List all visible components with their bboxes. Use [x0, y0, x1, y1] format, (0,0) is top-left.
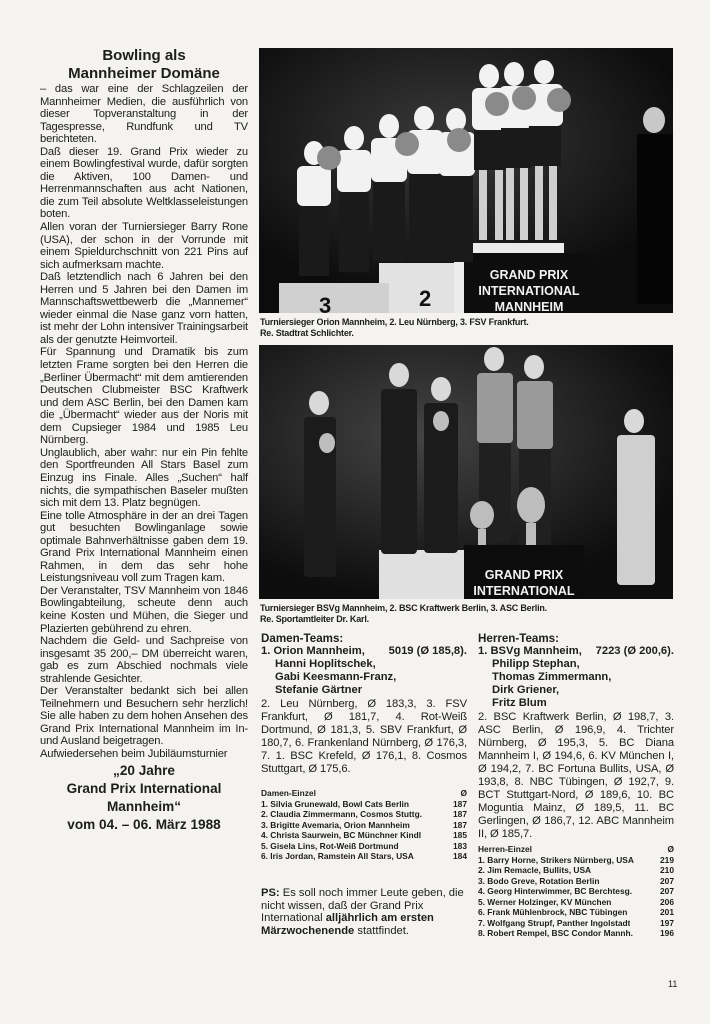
herren-member: Fritz Blum [492, 697, 547, 709]
table-row [261, 820, 467, 831]
table-row [478, 876, 674, 887]
player-name: 4. Georg Hinterwimmer, BC Berchtesg. [478, 886, 633, 896]
player-avg: 207 [660, 875, 674, 886]
player-avg: 184 [453, 851, 467, 861]
promo-line-3: Mannheim“ [106, 798, 181, 814]
table-row [478, 928, 674, 939]
player-avg: 196 [660, 928, 674, 938]
damen-winner-score: 5019 (Ø 185,8). [388, 645, 467, 657]
banner-2-grand-prix: GRAND PRIX [484, 568, 564, 582]
player-avg: 197 [660, 917, 674, 928]
player-name: 1. Silvia Grunewald, Bowl Cats Berlin [261, 798, 409, 809]
herren-winner [478, 645, 674, 658]
player-name: 2. Jim Remacle, Bullits, USA [478, 865, 592, 875]
player-avg: 207 [660, 886, 674, 896]
player-name: 7. Wolfgang Strupf, Panther Ingolstadt [478, 917, 631, 928]
caption-1-line-2: Re. Stadtrat Schlichter. [260, 328, 354, 338]
banner-grand-prix: GRAND PRIX [489, 268, 569, 282]
damen-team-standings: 2. Leu Nürnberg, Ø 183,3, 3. FSV Frankfurt, Ø 181,7, 4. Rot-Weiß Dortmund, Ø 181,3, 5. SBV Frankfurt, Ø 180,7, 6. Frankenland Nürnberg, Ø 176,3, 7. 1. BSC Krefeld, Ø 176,1, 8. Cosmos Stuttgart, Ø 175,6. [261, 698, 467, 775]
headline-line-2: Mannheimer Domäne [68, 65, 220, 82]
table-header [478, 844, 674, 855]
player-avg: 201 [660, 907, 674, 917]
player-name: 3. Bodo Greve, Rotation Berlin [478, 875, 600, 886]
player-name: 6. Iris Jordan, Ramstein All Stars, USA [261, 851, 414, 861]
podium-number-2: 2 [419, 286, 432, 311]
player-avg: 183 [453, 840, 467, 851]
promo-line-1: „20 Jahre [113, 762, 175, 778]
table-row [261, 851, 467, 862]
table-row [478, 897, 674, 908]
table-row [261, 841, 467, 852]
caption-1-line-1: Turniersieger Orion Mannheim, 2. Leu Nürnberg, 3. FSV Frankfurt. [260, 317, 529, 327]
player-name: 5. Gisela Lins, Rot-Weiß Dortmund [261, 840, 399, 851]
table-row [261, 799, 467, 810]
player-name: 6. Frank Mühlenbrock, NBC Tübingen [478, 907, 628, 917]
damen-winner-team: 1. Orion Mannheim, [261, 645, 365, 657]
table-row [478, 907, 674, 918]
table-row [261, 809, 467, 820]
player-name: 5. Werner Holzinger, KV München [478, 896, 612, 907]
ps-label: PS: [261, 887, 280, 899]
damen-einzel-heading: Damen-Einzel [261, 788, 316, 798]
avg-symbol: Ø [460, 788, 467, 798]
player-avg: 187 [453, 809, 467, 819]
herren-teams-heading: Herren-Teams: [478, 632, 559, 645]
photo-women-podium [259, 48, 673, 313]
table-row [478, 886, 674, 897]
player-name: 2. Claudia Zimmermann, Cosmos Stuttg. [261, 809, 423, 819]
damen-teams-heading: Damen-Teams: [261, 632, 344, 645]
photo-men-podium [259, 345, 673, 599]
herren-winner-score: 7223 (Ø 200,6). [595, 645, 674, 657]
table-row [478, 865, 674, 876]
herren-member: Dirk Griener, [492, 684, 560, 696]
ps-note [261, 887, 471, 937]
caption-2-line-1: Turniersieger BSVg Mannheim, 2. BSC Kraftwerk Berlin, 3. ASC Berlin. [260, 603, 547, 613]
banner-international: INTERNATIONAL [478, 284, 580, 298]
table-row [478, 918, 674, 929]
photo-caption-1 [260, 317, 680, 339]
player-name: 8. Robert Rempel, BSC Condor Mannh. [478, 928, 633, 938]
player-avg: 210 [660, 865, 674, 875]
herren-einzel-table [478, 844, 674, 939]
damen-einzel-table [261, 788, 467, 862]
table-row [478, 855, 674, 866]
article-column [40, 47, 248, 833]
herren-member: Thomas Zimmermann, [492, 671, 612, 683]
article-body: – das war eine der Schlagzeilen der Mannheimer Medien, die ausführlich von dieser Topveranstaltung in der Tagespresse, Rundfunk und TV berichteten. Daß dieser 19. Grand Prix wieder zu einem Bowlingfestival wurde, dafür sorgten die Aktiven, 100 Damen- und Herrenmannschaften aus acht Nationen, die zum Teil absolute Weltklasseleistungen boten. Allen voran der Turniersieger Barry Rone (USA), der schon in der Vorrunde mit einem Spieldurchschnitt von 221 Pins auf sich aufmerksam machte. Daß letztendlich nach 6 Jahren bei den Herren und 5 Jahren bei den Damen im Mannschaftswettbewerb die „Mannemer“ wieder einmal die Nase ganz vorn hatten, ist mehr der Lohn intensiver Trainingsarbeit als der genutzte Heimvorteil. Für Spannung und Dramatik bis zum letzten Frame sorgten bei den Herren die „Berliner Übermacht“ mit dem amtierenden Deutschen Clubmeister BSC Kraftwerk und dem ASC Berlin, bei den Damen kam die „Übermacht“ wieder aus der Noris mit dem Cupsieger 1984 und 1985 Leu Nürnberg. Unglaublich, aber wahr: nur ein Pin fehlte den Sportfreunden All Stars Basel zum Einzug ins Finale. Alles „Suchen“ half nichts, die sympathischen Baseler mußten sich mit dem 13. Platz begnügen. Eine tolle Atmosphäre in der an drei Tagen gut besuchten Bowlinganlage sowie optimale Bahnverhältnisse gaben dem 19. Grand Prix International Mannheim einen Rahmen, in dem das sehr hohe Leistungsniveau voll zum Tragen kam. Der Veranstalter, TSV Mannheim von 1846 Bowlingabteilung, scheute denn auch keine Kosten und Mühen, die Sieger und Plazierten gebührend zu ehren. Nachdem die Geld- und Sachpreise von insgesamt 35 200,– DM überreicht waren, gab es zum Abschied nochmals viele strahlende Gesichter. Der Veranstalter bedankt sich bei allen Teilnehmern und Besuchern sehr herzlich! Sie alle haben zu dem hohen Ansehen des Grand Prix International Mannheim im In- und Ausland beigetragen. Aufwiedersehen beim Jubiläumsturnier [40, 83, 248, 760]
damen-results [261, 632, 467, 862]
table-row [261, 830, 467, 841]
promo-line-2: Grand Prix International [66, 780, 222, 796]
player-avg: 219 [660, 854, 674, 865]
damen-member: Gabi Keesmann-Franz, [275, 671, 397, 683]
player-avg: 185 [453, 830, 467, 840]
player-name: 4. Christa Saurwein, BC Münchner Kindl [261, 830, 422, 840]
ps-bold-text: alljährlich am ersten Märzwochenende [261, 912, 434, 937]
ps-text: Es soll noch immer Leute geben, die nicht wissen, daß der Grand Prix International [261, 887, 464, 925]
player-avg: 187 [453, 819, 467, 830]
headline-line-1: Bowling als [102, 47, 186, 64]
avg-symbol: Ø [667, 844, 674, 854]
player-avg: 206 [660, 896, 674, 907]
herren-member: Philipp Stephan, [492, 658, 580, 670]
banner-mannheim: MANNHEIM [494, 300, 564, 313]
player-name: 1. Barry Horne, Strikers Nürnberg, USA [478, 854, 634, 865]
table-header [261, 788, 467, 799]
damen-winner [261, 645, 467, 658]
page-number: 11 [668, 979, 678, 989]
herren-results [478, 632, 674, 939]
damen-member: Hanni Hoplitschek, [275, 658, 376, 670]
podium-number-3: 3 [319, 293, 332, 313]
promo-line-4: vom 04. – 06. März 1988 [67, 816, 221, 832]
player-avg: 187 [453, 798, 467, 809]
player-name: 3. Brigitte Avemaria, Orion Mannheim [261, 819, 410, 830]
herren-team-standings: 2. BSC Kraftwerk Berlin, Ø 198,7, 3. ASC Berlin, Ø 196,9, 4. Trichter Nürnberg, Ø 195,3, 5. BC Diana Mannheim I, Ø 194,6, 6. KV München I, Ø 194,2, 7. BC Fortuna Bullits, USA, Ø 193,8, 8. NBC Tübingen, Ø 192,7, 9. BCT Stuttgart-Nord, Ø 189,6, 10. BC Moguntia Mainz, Ø 189,5, 11. BC Gerlingen, Ø 186,7, 12. ABC Mannheim II, Ø 185,7. [478, 711, 674, 840]
ps-end: stattfindet. [357, 924, 409, 937]
banner-2-international: INTERNATIONAL [473, 584, 575, 598]
herren-winner-team: 1. BSVg Mannheim, [478, 645, 582, 657]
caption-2-line-2: Re. Sportamtleiter Dr. Karl. [260, 614, 369, 624]
damen-member: Stefanie Gärtner [275, 684, 363, 696]
photo-caption-2 [260, 603, 680, 625]
herren-einzel-heading: Herren-Einzel [478, 844, 532, 854]
